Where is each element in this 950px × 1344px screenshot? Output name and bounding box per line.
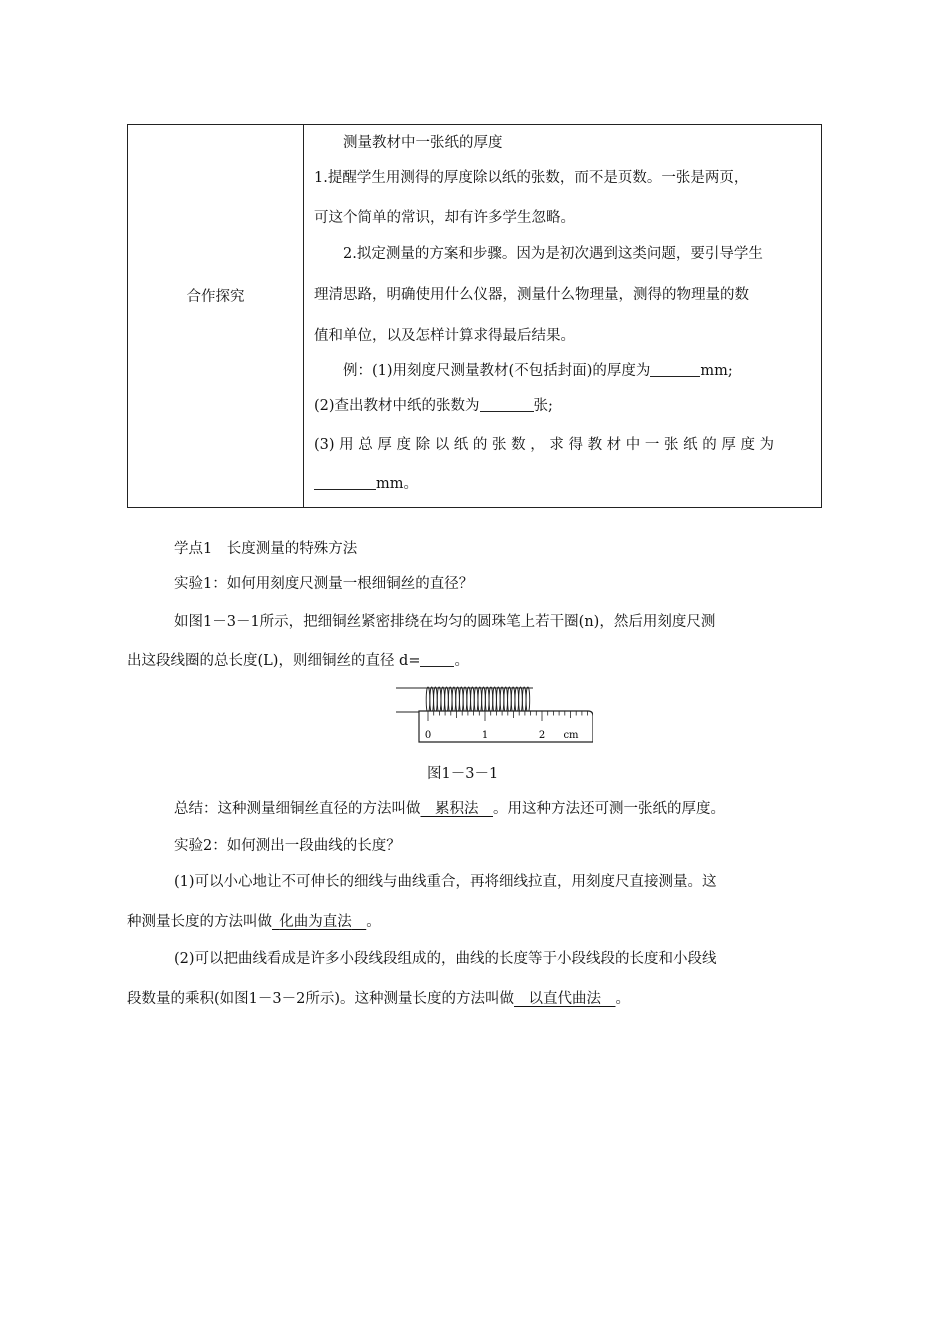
- row-label: 合作探究: [186, 289, 245, 305]
- coil-loop: [500, 687, 504, 713]
- section-title: 学点1 长度测量的特殊方法: [174, 541, 358, 557]
- coil-loop: [493, 687, 497, 713]
- coil-loop: [467, 687, 471, 713]
- table-label-cell: [128, 125, 304, 507]
- experiment-1-line-2: [127, 649, 469, 670]
- summary-tail: 。用这种方法还可测一张纸的厚度。: [493, 801, 725, 817]
- coil-loop: [452, 687, 456, 713]
- paragraph-2-line-3: 值和单位，以及怎样计算求得最后结果。: [314, 328, 575, 344]
- coil-loop: [497, 687, 501, 713]
- coil-loop: [482, 687, 486, 713]
- paragraph-1-line-1: 1.提醒学生用测得的厚度除以纸的张数，而不是页数。一张是两页，: [314, 170, 749, 186]
- answer-fill: [514, 991, 616, 1007]
- example-3-line-2: [314, 472, 418, 493]
- answer-text: 以直代曲法: [528, 991, 601, 1007]
- coil-loop: [430, 687, 434, 713]
- example-2: [314, 394, 553, 415]
- coil-loop: [471, 687, 475, 713]
- coil-loop: [445, 687, 449, 713]
- case-1-line-1: (1)可以小心地让不可伸长的细线与曲线重合，再将细线拉直，用刻度尺直接测量。这: [174, 874, 717, 890]
- example-1-text: 例：(1)用刻度尺测量教材(不包括封面)的厚度为: [343, 363, 651, 379]
- period: 。: [615, 991, 630, 1007]
- case-2-line-1: (2)可以把曲线看成是许多小段线段组成的，曲线的长度等于小段线段的长度和小段线: [174, 951, 717, 967]
- coil-loop: [456, 687, 460, 713]
- coil-loop: [526, 687, 530, 713]
- period: 。: [366, 914, 381, 930]
- coil-loop: [437, 687, 441, 713]
- example-2-unit: 张;: [533, 398, 553, 414]
- case-2-text: 段数量的乘积(如图1－3－2所示)。这种测量长度的方法叫做: [127, 991, 514, 1007]
- summary-text: 总结：这种测量细铜丝直径的方法叫做: [174, 801, 421, 817]
- ruler-label-1: 1: [481, 730, 489, 741]
- coil-loop: [460, 687, 464, 713]
- content-heading: 测量教材中一张纸的厚度: [343, 135, 503, 151]
- experiment-1-question: 实验1：如何用刻度尺测量一根细铜丝的直径？: [174, 576, 474, 592]
- coil-loop: [426, 687, 430, 713]
- answer-text: 化曲为直法: [279, 914, 352, 930]
- coil-ruler-figure: [393, 678, 593, 746]
- example-1-unit: mm;: [700, 363, 733, 379]
- paragraph-1-line-2: 可这个简单的常识，却有许多学生忽略。: [314, 210, 575, 226]
- figure-caption: 图1－3－1: [427, 766, 499, 782]
- wire-coil: [426, 687, 530, 713]
- answer-blank[interactable]: [314, 475, 376, 490]
- example-3-unit: mm。: [376, 476, 418, 492]
- answer-blank[interactable]: [420, 652, 454, 667]
- coil-loop: [463, 687, 467, 713]
- ruler-label-2: 2: [538, 730, 546, 741]
- case-2-line-2: [127, 987, 630, 1008]
- ruler-label-0: 0: [424, 730, 432, 741]
- example-1: [314, 359, 733, 380]
- coil-loop: [434, 687, 438, 713]
- example-2-text: (2)查出教材中纸的张数为: [314, 398, 480, 414]
- coil-loop: [474, 687, 478, 713]
- coil-loop: [511, 687, 515, 713]
- answer-blank[interactable]: [480, 397, 534, 412]
- answer-text: 累积法: [435, 801, 479, 817]
- paragraph-2-line-1: 2.拟定测量的方案和步骤。因为是初次遇到这类问题，要引导学生: [343, 246, 763, 262]
- coil-loop: [522, 687, 526, 713]
- case-1-line-2: [127, 910, 381, 931]
- summary: [174, 797, 725, 818]
- coil-loop: [508, 687, 512, 713]
- coil-loop: [485, 687, 489, 713]
- ruler-unit-label: cm: [563, 730, 579, 741]
- example-3-line-1: (3) 用 总 厚 度 除 以 纸 的 张 数 ， 求 得 教 材 中 一 张 纸 的 厚 度 为: [314, 437, 775, 453]
- answer-blank[interactable]: [650, 362, 700, 377]
- period: 。: [454, 653, 469, 669]
- experiment-1-line-1: 如图1－3－1所示，把细铜丝紧密排绕在均匀的圆珠笔上若干圈(n)，然后用刻度尺测: [174, 614, 716, 630]
- case-1-text: 种测量长度的方法叫做: [127, 914, 272, 930]
- coil-loop: [478, 687, 482, 713]
- answer-fill: [421, 801, 494, 817]
- answer-fill: [272, 914, 366, 930]
- experiment-2-question: 实验2：如何测出一段曲线的长度？: [174, 838, 401, 854]
- coil-loop: [489, 687, 493, 713]
- teaching-table: [127, 124, 822, 508]
- coil-loop: [515, 687, 519, 713]
- coil-loop: [519, 687, 523, 713]
- paragraph-2-line-2: 理清思路，明确使用什么仪器，测量什么物理量，测得的物理量的数: [314, 287, 749, 303]
- coil-loop: [504, 687, 508, 713]
- coil-loop: [441, 687, 445, 713]
- experiment-1-text: 出这段线圈的总长度(L)，则细铜丝的直径 d=: [127, 653, 421, 669]
- coil-loop: [448, 687, 452, 713]
